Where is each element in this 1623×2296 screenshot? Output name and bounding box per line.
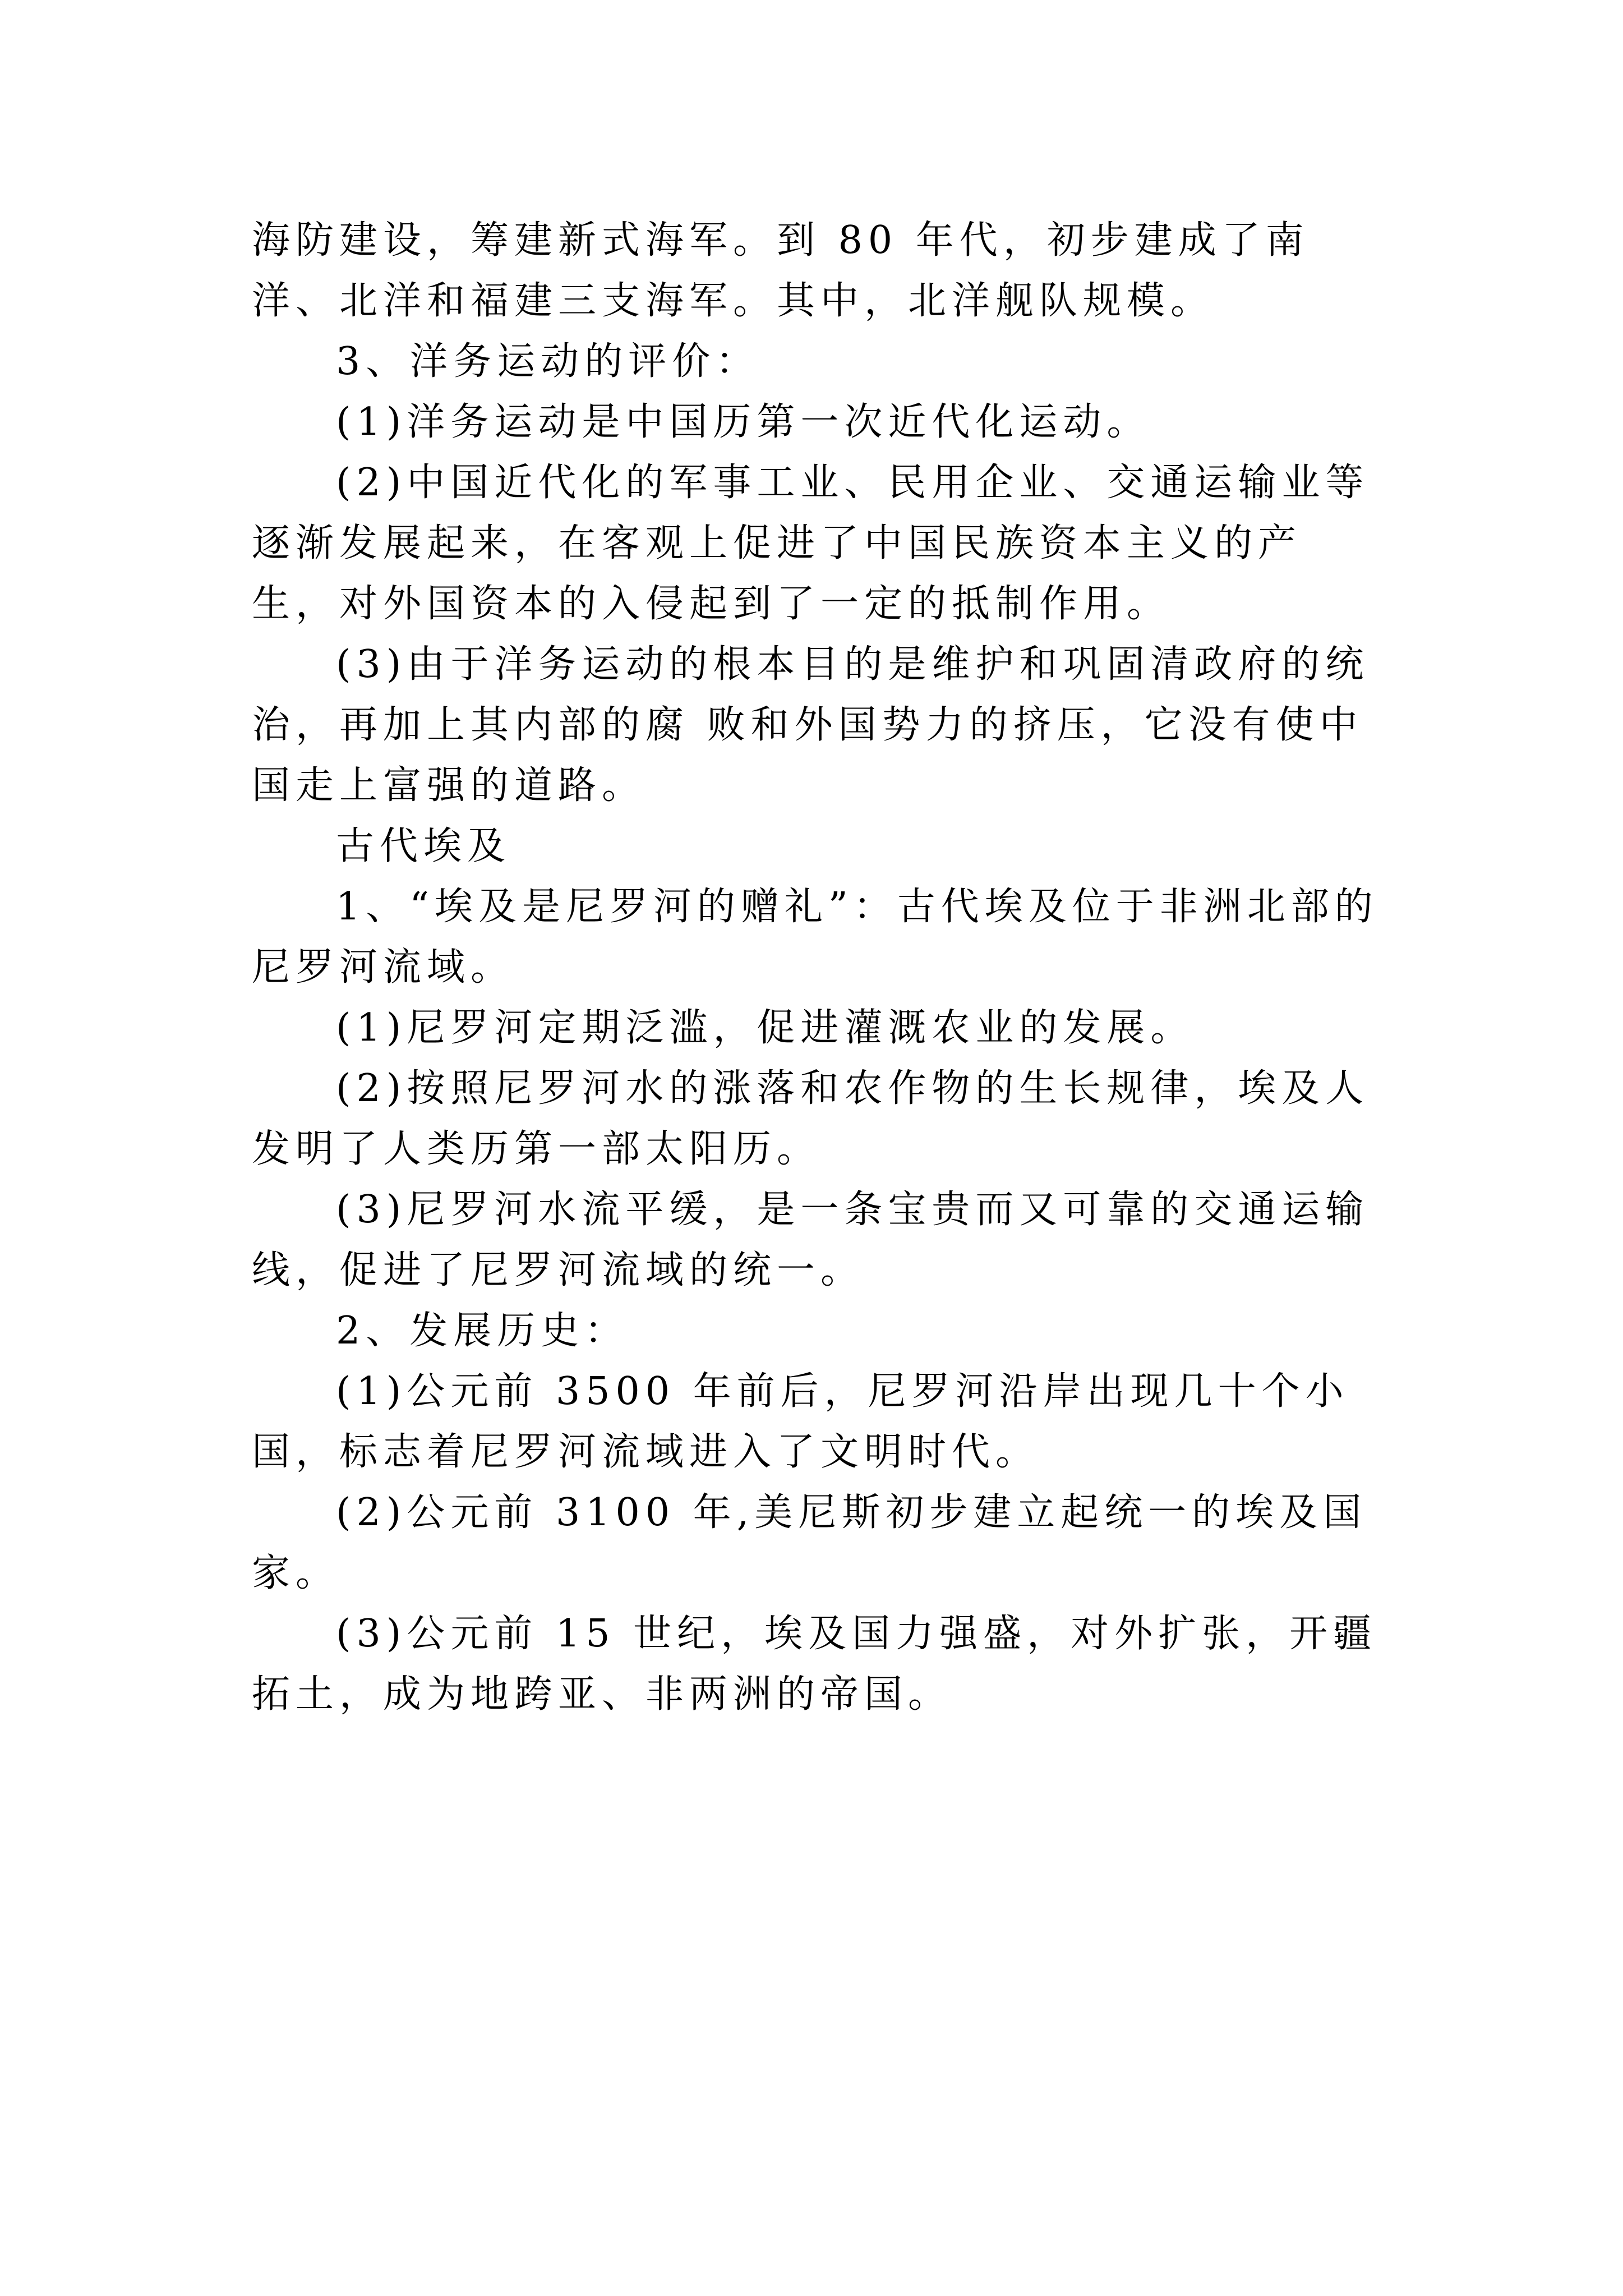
paragraph-nile-2: (2)按照尼罗河水的涨落和农作物的生长规律，埃及人发明了人类历第一部太阳历。 bbox=[252, 1066, 1370, 1171]
paragraph-navy-construction: 海防建设，筹建新式海军。到 80 年代，初步建成了南洋、北洋和福建三支海军。其中，北洋舰队规模。 bbox=[252, 218, 1310, 323]
heading-development-history: 2、发展历史： bbox=[336, 1309, 629, 1353]
heading-westernization-evaluation: 3、洋务运动的评价： bbox=[336, 339, 760, 384]
paragraph-evaluation-3: (3)由于洋务运动的根本目的是维护和巩固清政府的统治，再加上其内部的腐 败和外国势力的挤压，它没有使中国走上富强的道路。 bbox=[252, 642, 1370, 808]
paragraph-history-2: (2)公元前 3100 年,美尼斯初步建立起统一的埃及国家。 bbox=[252, 1490, 1367, 1595]
paragraph-evaluation-2: (2)中国近代化的军事工业、民用企业、交通运输业等逐渐发展起来，在客观上促进了中国民族资本主义的产生，对外国资本的入侵起到了一定的抵制作用。 bbox=[252, 461, 1370, 626]
paragraph-history-3: (3)公元前 15 世纪，埃及国力强盛，对外扩张，开疆拓土，成为地跨亚、非两洲的帝国。 bbox=[252, 1612, 1377, 1717]
heading-nile-gift: 1、“埃及是尼罗河的赠礼”：古代埃及位于非洲北部的尼罗河流域。 bbox=[252, 885, 1378, 990]
paragraph-evaluation-1: (1)洋务运动是中国历第一次近代化运动。 bbox=[336, 400, 1151, 444]
document-body bbox=[252, 210, 1379, 1725]
paragraph-history-1: (1)公元前 3500 年前后，尼罗河沿岸出现几十个小国，标志着尼罗河流域进入了文明时代。 bbox=[252, 1369, 1349, 1474]
paragraph-nile-3: (3)尼罗河水流平缓，是一条宝贵而又可靠的交通运输线，促进了尼罗河流域的统一。 bbox=[252, 1188, 1370, 1292]
paragraph-nile-1: (1)尼罗河定期泛滥，促进灌溉农业的发展。 bbox=[336, 1006, 1195, 1050]
heading-ancient-egypt: 古代埃及 bbox=[336, 824, 511, 868]
